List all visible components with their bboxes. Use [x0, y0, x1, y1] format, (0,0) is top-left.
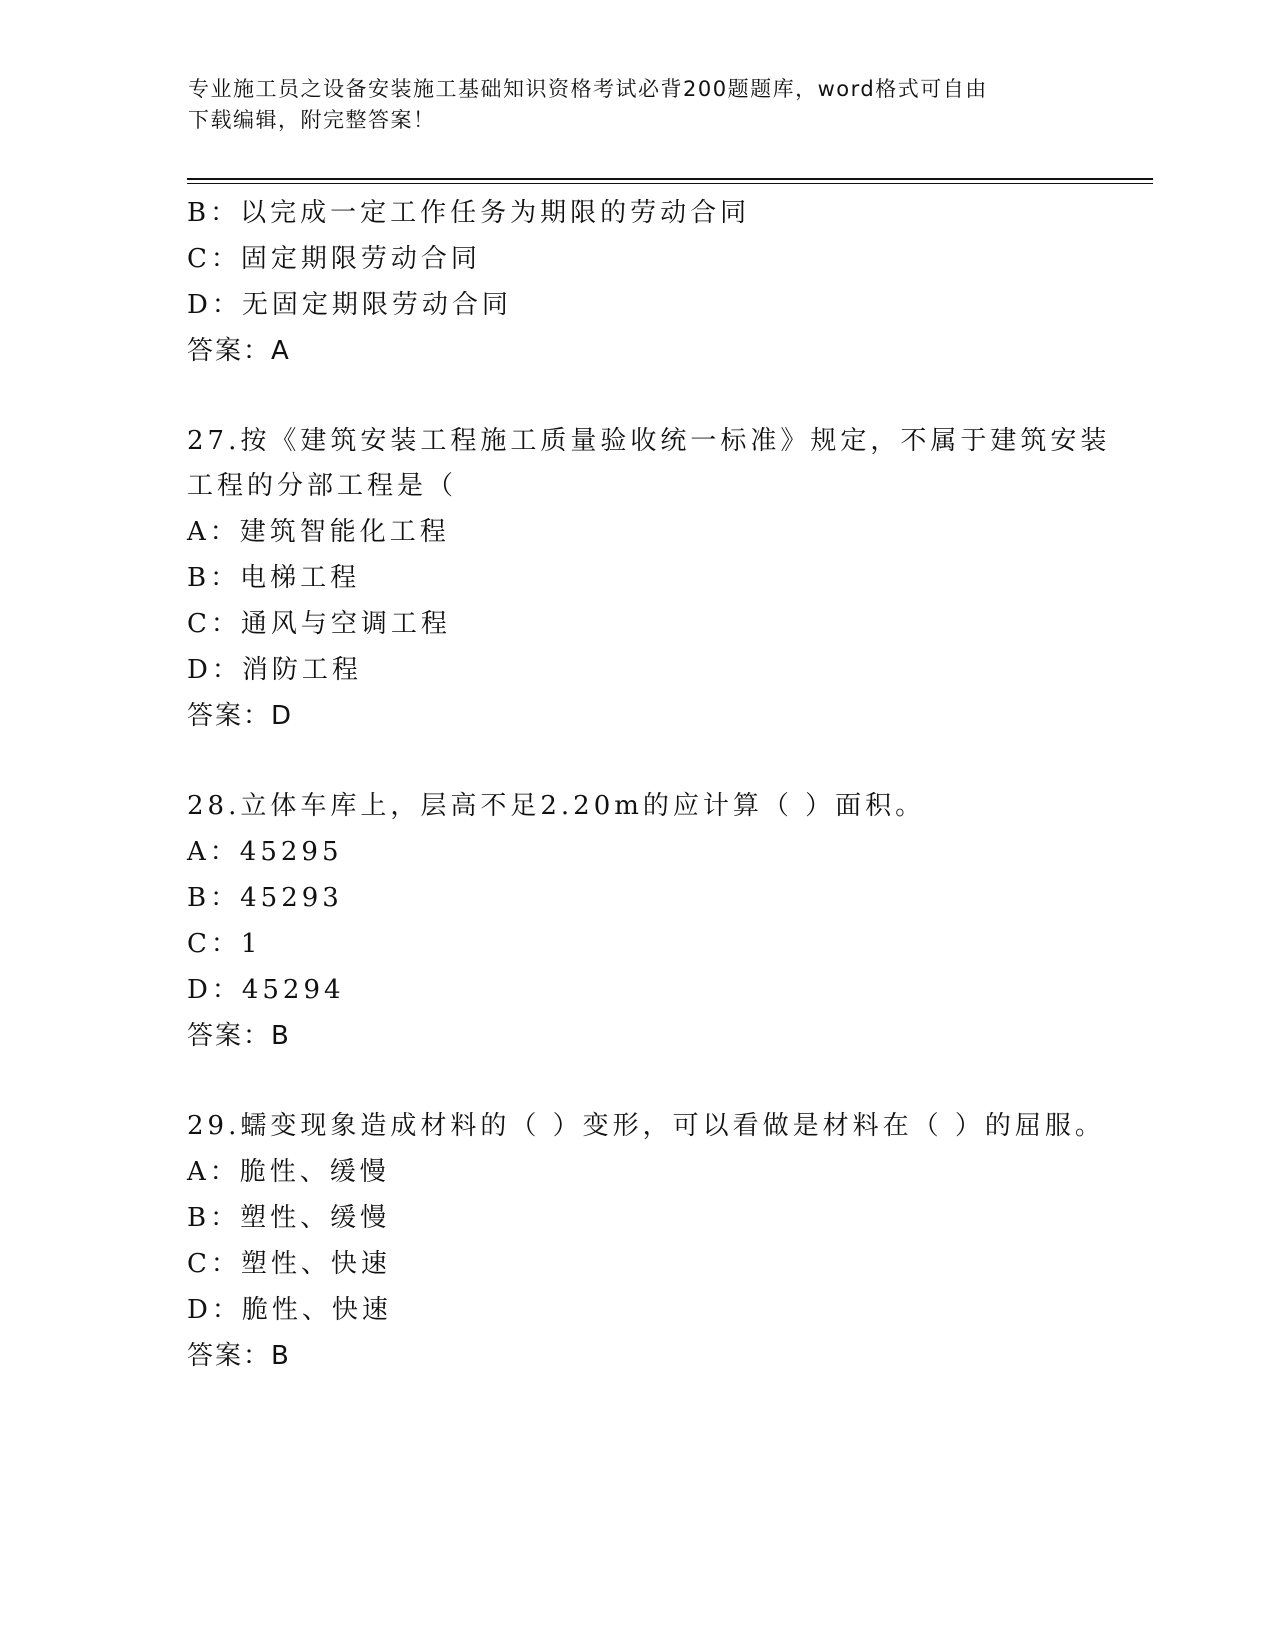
answer-line: 答案：D	[187, 701, 294, 731]
answer-line: 答案：B	[187, 1021, 291, 1051]
option-a: A：45295	[187, 837, 343, 867]
prev-question-block	[187, 190, 1087, 374]
question-stem-line: 27.按《建筑安装工程施工质量验收统一标准》规定，不属于建筑安装	[187, 426, 1111, 456]
question-29	[187, 1104, 1105, 1379]
spacer	[187, 739, 1087, 784]
question-27	[187, 419, 1111, 739]
header-line-2: 下载编辑，附完整答案！	[188, 108, 436, 132]
header-rule-thick	[187, 178, 1153, 180]
option-b: B：45293	[187, 883, 343, 913]
option-b: B：以完成一定工作任务为期限的劳动合同	[187, 198, 751, 228]
option-c: C：固定期限劳动合同	[187, 244, 481, 274]
document-header	[188, 74, 1088, 136]
answer-line: 答案：A	[187, 336, 291, 366]
option-c: C：塑性、快速	[187, 1249, 391, 1279]
question-stem-line: 工程的分部工程是（	[187, 471, 458, 501]
option-b: B：塑性、缓慢	[187, 1203, 391, 1233]
question-stem-line: 28.立体车库上，层高不足2.20m的应计算（ ）面积。	[187, 791, 926, 821]
option-d: D：无固定期限劳动合同	[187, 290, 512, 320]
question-stem-line: 29.蠕变现象造成材料的（ ）变形，可以看做是材料在（ ）的屈服。	[187, 1111, 1105, 1141]
question-content	[187, 190, 1111, 1379]
option-a: A：脆性、缓慢	[187, 1157, 390, 1187]
option-c: C：通风与空调工程	[187, 609, 451, 639]
option-c: C：1	[187, 929, 262, 959]
option-a: A：建筑智能化工程	[187, 517, 450, 547]
option-b: B：电梯工程	[187, 563, 361, 593]
option-d: D：脆性、快速	[187, 1295, 392, 1325]
answer-line: 答案：B	[187, 1341, 291, 1371]
option-d: D：消防工程	[187, 655, 362, 685]
question-28	[187, 784, 1087, 1059]
spacer	[187, 374, 1087, 419]
spacer	[187, 1059, 1087, 1104]
option-d: D：45294	[187, 975, 345, 1005]
header-rule-thin	[187, 183, 1153, 184]
header-line-1: 专业施工员之设备安装施工基础知识资格考试必背200题题库，word格式可自由	[188, 77, 988, 101]
